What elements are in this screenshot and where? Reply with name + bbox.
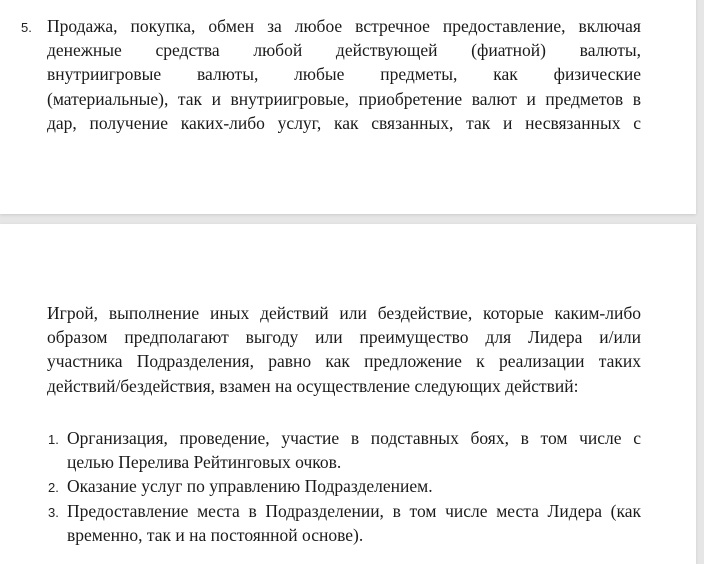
list-number: 3. <box>48 505 59 520</box>
text-line: (материальные), так и внутриигровые, приобретение валют и предметов в <box>47 88 641 109</box>
list-number: 2. <box>48 480 59 495</box>
list-item-text <box>67 426 641 474</box>
list-number: 1. <box>48 432 59 447</box>
list-item-5-text <box>47 14 641 135</box>
text-line: денежные средства любой действующей (фиатной) валюты, <box>47 40 641 61</box>
text-line: Игрой, выполнение иных действий или бездействие, которые каким-либо <box>47 303 641 323</box>
text-line: участника Подразделения, равно как предложение к реализации таких <box>47 351 641 372</box>
text-line: Оказание услуг по управлению Подразделением. <box>67 476 433 496</box>
document-page-bottom <box>0 224 696 564</box>
text-line: Продажа, покупка, обмен за любое встречное предоставление, включая <box>47 16 641 36</box>
text-line: внутриигровые валюты, любые предметы, как физические <box>47 64 641 85</box>
text-line: дар, получение каких-либо услуг, как связанных, так и несвязанных с <box>47 112 641 133</box>
text-line: Организация, проведение, участие в подставных боях, в том числе с <box>67 428 641 448</box>
text-line: Предоставление места в Подразделении, в том числе места Лидера (как <box>67 501 641 521</box>
document-page-top <box>0 0 696 214</box>
list-item-text <box>67 499 641 547</box>
list-item-text <box>67 474 641 498</box>
paragraph <box>47 301 641 398</box>
text-line: целью Перелива Рейтинговых очков. <box>67 452 342 473</box>
text-line: временно, так и на постоянной основе). <box>67 525 364 546</box>
list-number-5: 5. <box>21 20 32 35</box>
text-line: образом предполагают выгоду или преимущество для Лидера и/или <box>47 327 641 348</box>
text-line: действий/бездействия, взамен на осуществление следующих действий: <box>47 375 579 396</box>
